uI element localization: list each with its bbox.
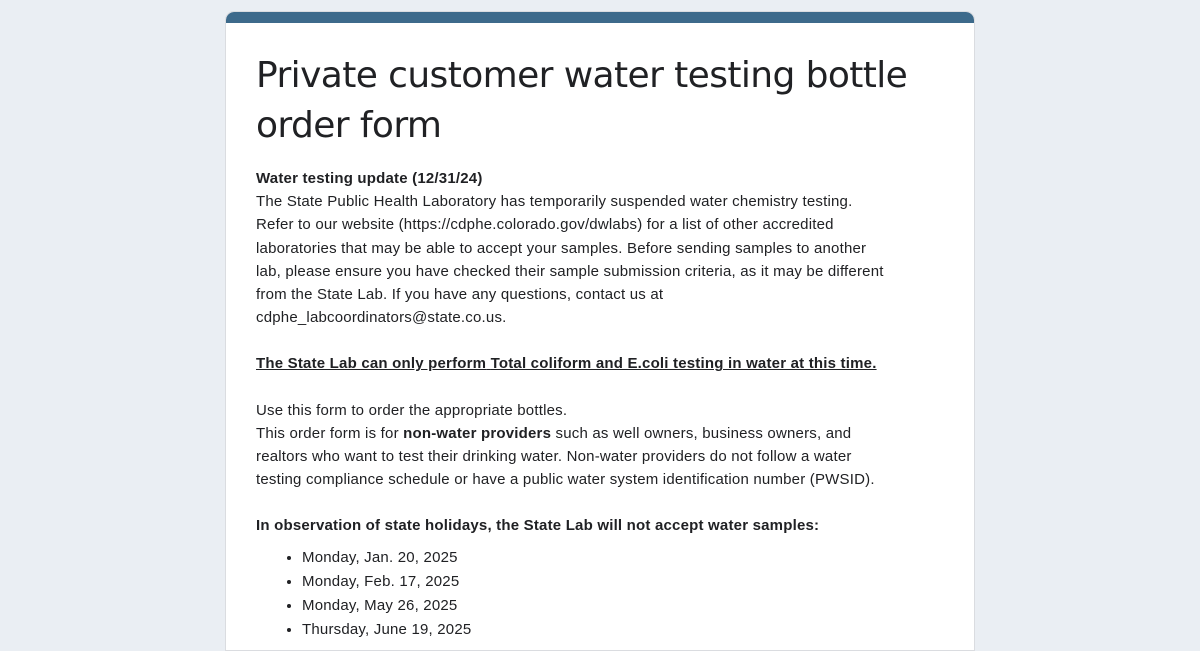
non-provider-bold: non-water providers [403, 424, 552, 442]
update-line: from the State Lab. If you have any questions, contact us at [256, 286, 664, 304]
holiday-item: • Monday, Jan. 20, 2025 [302, 546, 944, 570]
non-provider-line: testing compliance schedule or have a public water system identification number (PWSID). [256, 471, 875, 489]
holiday-heading: In observation of state holidays, the State Lab will not accept water samples: [256, 517, 820, 535]
holiday-list [256, 546, 944, 642]
form-title-line-1: Private customer water testing bottle [256, 55, 908, 96]
testing-notice-part-1: The State Lab can only perform [256, 355, 487, 373]
update-heading: Water testing update (12/31/24) [256, 170, 483, 187]
non-provider-suffix: such as well owners, business owners, and [551, 424, 852, 442]
non-provider-line: realtors who want to test their drinking water. Non-water providers do not follow a water [256, 448, 852, 466]
update-text [256, 190, 944, 329]
non-provider-prefix: This order form is for [256, 424, 404, 442]
form-title-line-2: order form [256, 105, 442, 146]
form-header [226, 23, 974, 642]
update-line: lab, please ensure you have checked their sample submission criteria, as it may be different [256, 262, 884, 280]
update-line: laboratories that may be able to accept your samples. Before sending samples to another [256, 239, 867, 257]
non-provider-text [256, 422, 944, 492]
update-line: The State Public Health Laboratory has temporarily suspended water chemistry testing. [256, 193, 853, 211]
contact-email: cdphe_labcoordinators@state.co.us. [256, 309, 507, 327]
testing-notice [256, 352, 944, 375]
form-description [256, 167, 944, 642]
form-title [256, 51, 944, 151]
holiday-item: • Thursday, June 19, 2025 [302, 618, 944, 642]
card-accent-bar [226, 12, 974, 23]
use-form-text: Use this form to order the appropriate bottles. [256, 401, 568, 419]
update-line: Refer to our website (https://cdphe.colorado.gov/dwlabs) for a list of other accredited [256, 216, 834, 234]
holiday-item: • Monday, Feb. 17, 2025 [302, 570, 944, 594]
form-card [225, 11, 975, 651]
testing-notice-part-2: Total coliform and E.coli testing in water at this time. [490, 355, 877, 373]
holiday-item: • Monday, May 26, 2025 [302, 594, 944, 618]
